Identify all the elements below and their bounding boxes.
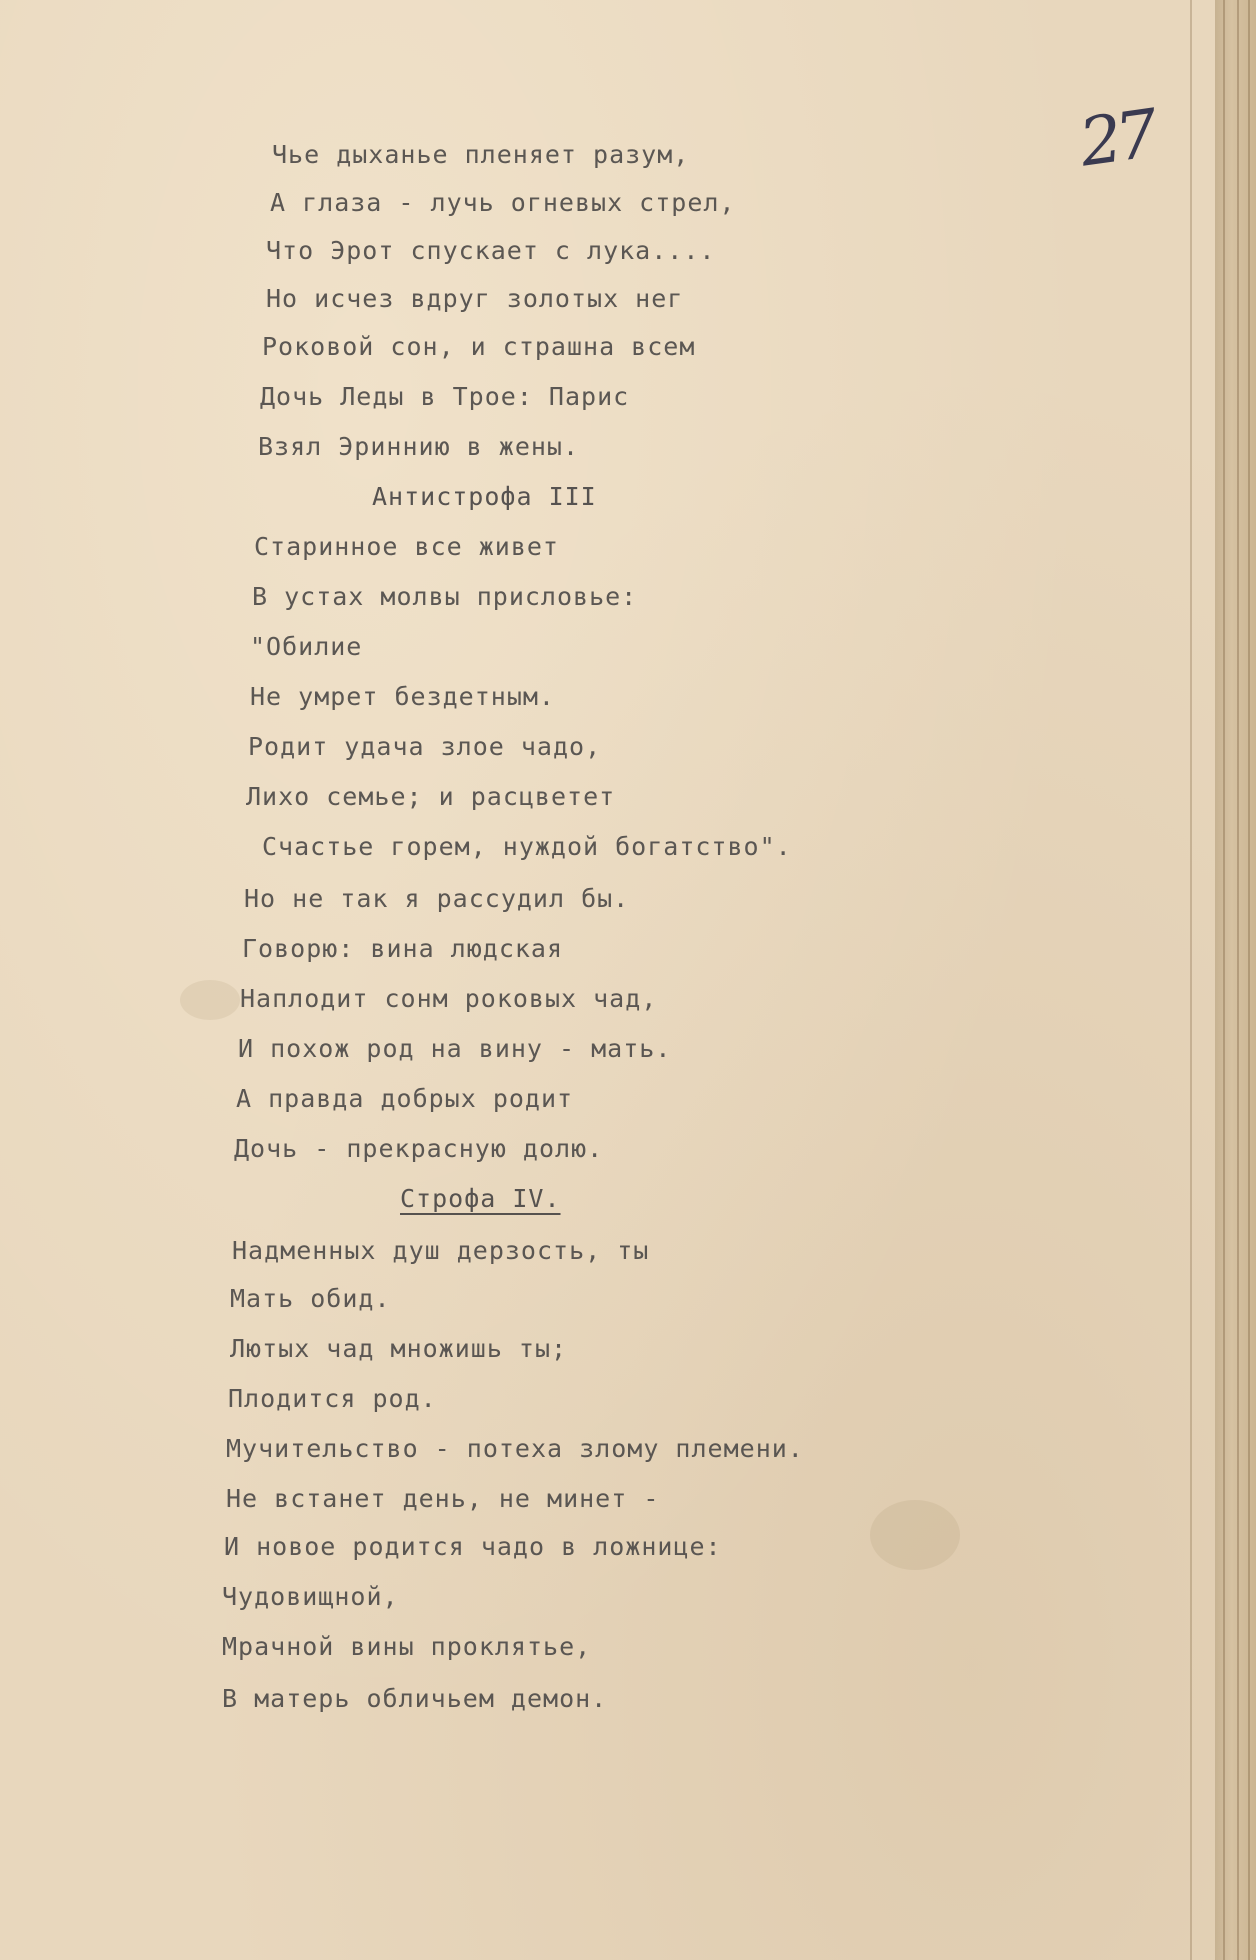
- page-number: 27: [1074, 95, 1157, 182]
- poem-line: Родит удача злое чадо,: [248, 732, 602, 761]
- poem-line: Но не так я рассудил бы.: [244, 884, 630, 913]
- poem-line: Дочь - прекрасную долю.: [234, 1134, 604, 1163]
- poem-line: Наплодит сонм роковых чад,: [240, 984, 658, 1013]
- poem-line: Старинное все живет: [254, 532, 559, 561]
- section-heading: Строфа IV.: [400, 1184, 561, 1213]
- poem-line: Роковой сон, и страшна всем: [262, 332, 696, 361]
- poem-line: Не умрет бездетным.: [250, 682, 555, 711]
- poem-line: Лихо семье; и расцветет: [246, 782, 616, 811]
- poem-line: В матерь обличьем демон.: [222, 1684, 608, 1713]
- poem-line: Мать обид.: [230, 1284, 391, 1313]
- page-stack-edge: [1215, 0, 1256, 1960]
- poem-line: "Обилие: [250, 632, 363, 661]
- poem-line: Плодится род.: [228, 1384, 437, 1413]
- poem-line: А глаза - лучь огневых стрел,: [270, 188, 736, 217]
- poem-line: Надменных душ дерзость, ты: [232, 1236, 650, 1265]
- poem-line: Не встанет день, не минет -: [226, 1484, 660, 1513]
- edge-line: [1237, 0, 1239, 1960]
- poem-line: Говорю: вина людская: [242, 934, 564, 963]
- poem-line: Чье дыханье пленяет разум,: [272, 140, 690, 169]
- poem-line: Мрачной вины проклятье,: [222, 1632, 592, 1661]
- edge-line: [1248, 0, 1250, 1960]
- edge-line: [1223, 0, 1225, 1960]
- poem-line: Чудовищной,: [222, 1582, 399, 1611]
- poem-line: В устах молвы присловье:: [252, 582, 638, 611]
- poem-line: Лютых чад множишь ты;: [230, 1334, 568, 1363]
- poem-line: И похож род на вину - мать.: [238, 1034, 672, 1063]
- poem-line: И новое родится чадо в ложнице:: [224, 1532, 722, 1561]
- poem-line: Счастье горем, нуждой богатство".: [262, 832, 792, 861]
- poem-line: Мучительство - потеха злому племени.: [226, 1434, 804, 1463]
- poem-line: Взял Эриннию в жены.: [258, 432, 580, 461]
- poem-line: Дочь Леды в Трое: Парис: [260, 382, 630, 411]
- section-heading: Антистрофа III: [372, 482, 597, 511]
- poem-line: Что Эрот спускает с лука....: [266, 236, 716, 265]
- poem-line: Но исчез вдруг золотых нег: [266, 284, 684, 313]
- poem-line: А правда добрых родит: [236, 1084, 574, 1113]
